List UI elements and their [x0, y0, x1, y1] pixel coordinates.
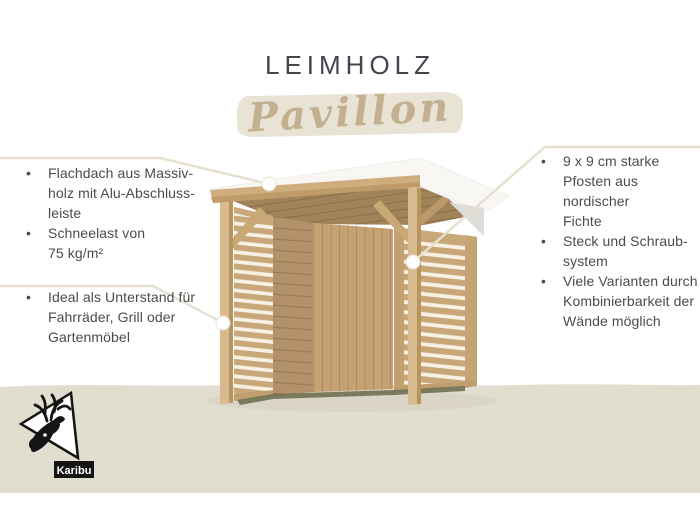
subtitle-script: Pavillon — [246, 83, 453, 142]
callout-text — [48, 163, 216, 223]
callout-text-line: Fahrräder, Grill oder — [48, 309, 176, 325]
callout-text-line: 9 x 9 cm starke — [563, 153, 660, 169]
callout-text-line: Fichte — [563, 213, 602, 229]
callout-text-line: leiste — [48, 205, 82, 221]
callout-item — [541, 231, 700, 271]
callout-item — [26, 163, 216, 223]
logo-brand-text: Karibu — [56, 465, 92, 477]
callout-text-line: Ideal als Unterstand für — [48, 289, 196, 305]
bullet-marker: • — [26, 165, 32, 181]
callout-dot-roof — [262, 177, 276, 191]
callout-right — [541, 151, 700, 331]
bullet-marker: • — [541, 233, 547, 249]
callout-text — [48, 287, 221, 347]
callout-left-bottom — [26, 287, 221, 347]
callout-text-line: 75 kg/m² — [48, 245, 104, 261]
callout-item — [26, 223, 216, 263]
right-wall-left-frame — [394, 227, 404, 391]
page-title: LEIMHOLZ — [264, 50, 436, 80]
right-wall-right-frame — [465, 235, 477, 388]
front-right-post-shade — [417, 168, 421, 404]
callout-text-line: system — [563, 253, 608, 269]
back-wall — [313, 223, 393, 392]
callout-dot-post — [406, 255, 420, 269]
callout-text-line: Wände möglich — [563, 313, 661, 329]
callout-text-line: Viele Varianten durch — [563, 273, 698, 289]
right-slat-wall — [394, 227, 477, 391]
callout-text — [48, 223, 216, 263]
front-left-post-shade — [229, 194, 233, 403]
pavilion-illustration — [210, 158, 509, 405]
callout-text-line: Flachdach aus Massiv- — [48, 165, 194, 181]
callout-text — [563, 271, 700, 331]
callout-item — [541, 151, 700, 231]
callout-text — [563, 151, 700, 231]
callout-text-line: Pfosten aus nordischer — [563, 173, 639, 209]
callout-left-top — [26, 163, 216, 263]
back-left-wall — [273, 216, 313, 396]
callout-text-line: Kombinierbarkeit der — [563, 293, 695, 309]
callout-text — [563, 231, 700, 271]
callout-item — [541, 271, 700, 331]
bullet-marker: • — [541, 153, 547, 169]
bullet-marker: • — [541, 273, 547, 289]
callout-text-line: holz mit Alu-Abschluss- — [48, 185, 196, 201]
callout-text-line: Gartenmöbel — [48, 329, 131, 345]
subtitle-brush-stroke — [237, 83, 464, 142]
callout-text-line: Steck und Schraub- — [563, 233, 688, 249]
bullet-marker: • — [26, 225, 32, 241]
callout-item — [26, 287, 221, 347]
callout-text-line: Schneelast von — [48, 225, 146, 241]
bullet-marker: • — [26, 289, 32, 305]
